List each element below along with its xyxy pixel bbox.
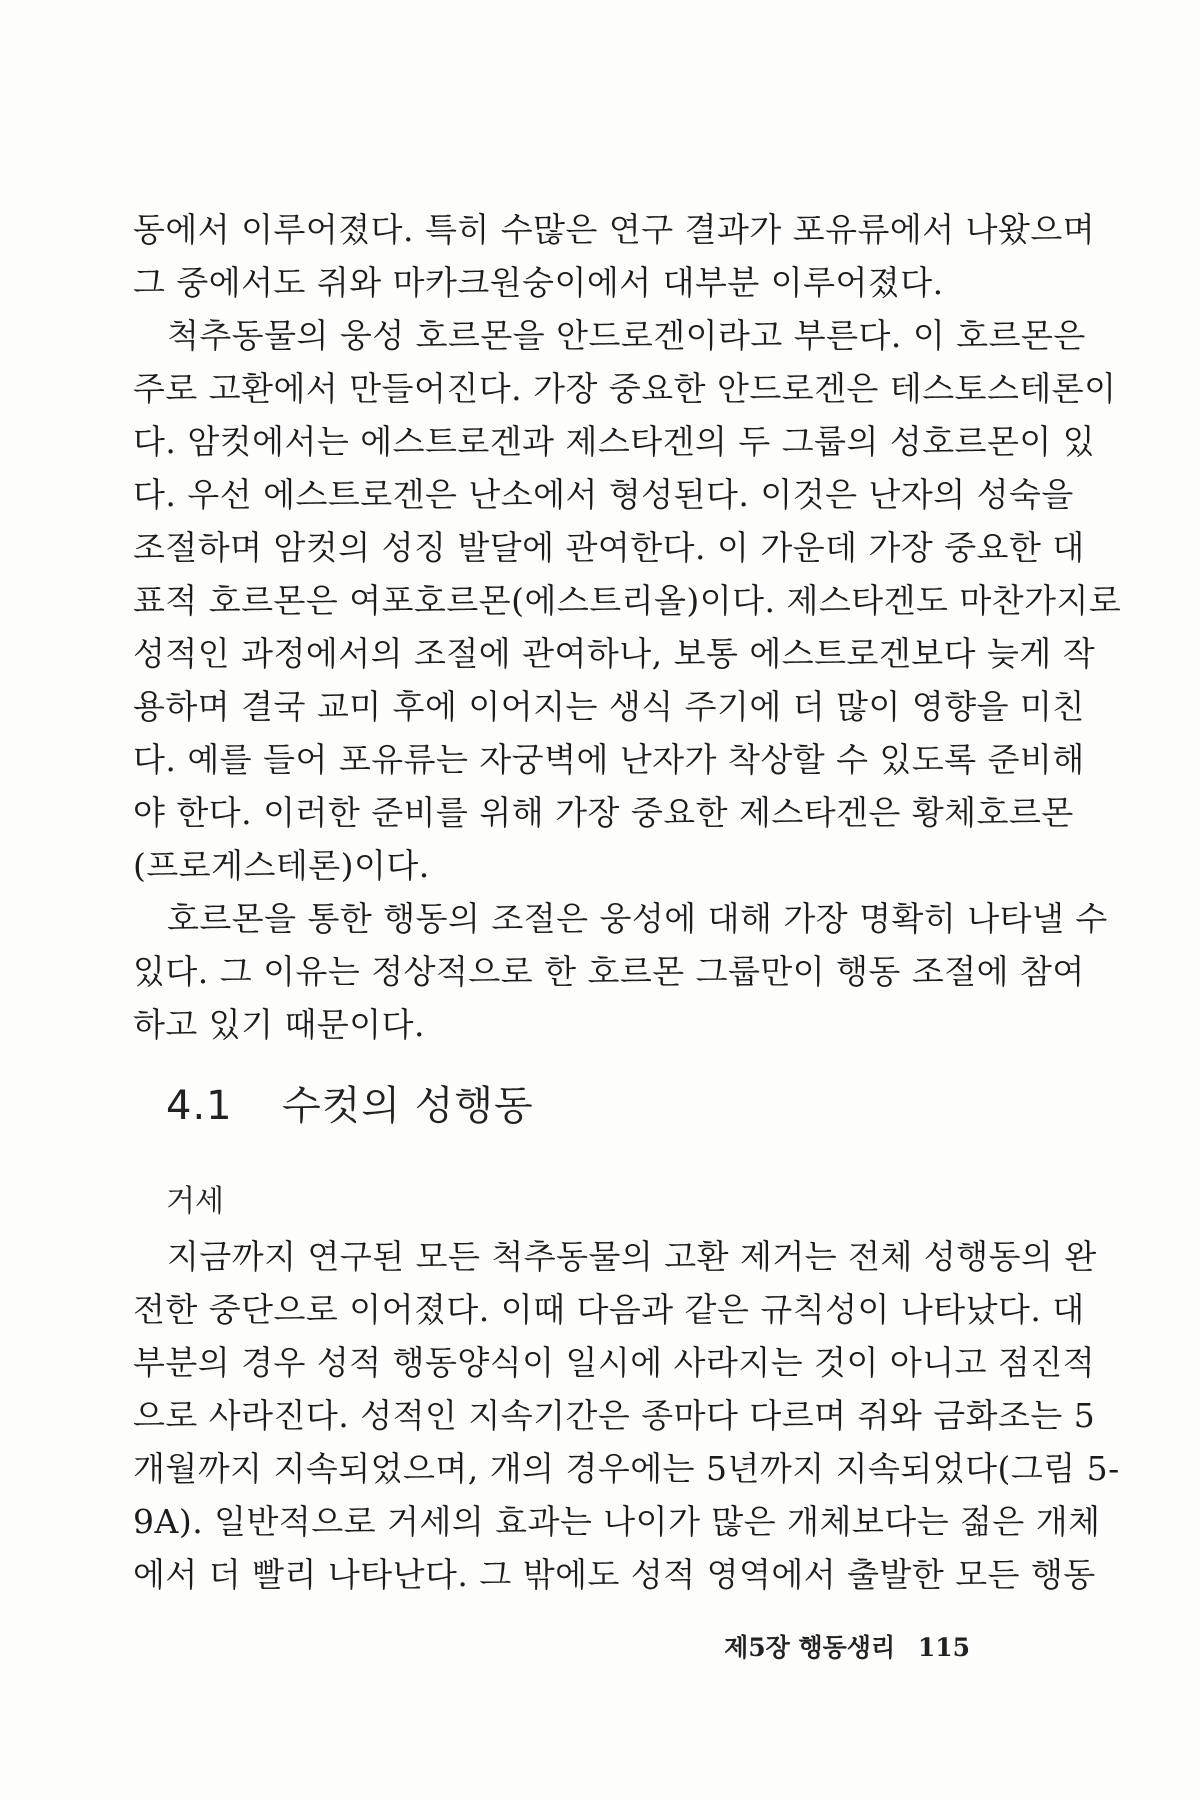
text-line: 전한 중단으로 이어졌다. 이때 다음과 같은 규칙성이 나타났다. 대	[133, 1290, 1085, 1329]
text-line: 부분의 경우 성적 행동양식이 일시에 사라지는 것이 아니고 점진적	[133, 1343, 1096, 1382]
section-number: 4.1	[166, 1083, 233, 1129]
text-line: 동에서 이루어졌다. 특히 수많은 연구 결과가 포유류에서 나왔으며	[133, 210, 1096, 249]
section-heading	[166, 1076, 534, 1136]
text-line: 으로 사라진다. 성적인 지속기간은 종마다 다르며 쥐와 금화조는 5	[133, 1396, 1096, 1435]
text-line: 다. 암컷에서는 에스트로겐과 제스타겐의 두 그룹의 성호르몬이 있	[133, 422, 1096, 461]
text-line: 조절하며 암컷의 성징 발달에 관여한다. 이 가운데 가장 중요한 대	[133, 528, 1085, 567]
text-line: 있다. 그 이유는 정상적으로 한 호르몬 그룹만이 행동 조절에 참여	[133, 952, 1085, 991]
text-line: 호르몬을 통한 행동의 조절은 웅성에 대해 가장 명확히 나타낼 수	[167, 899, 1108, 938]
subheading: 거세	[166, 1184, 224, 1219]
page-footer	[724, 1628, 970, 1668]
text-line: 개월까지 지속되었으며, 개의 경우에는 5년까지 지속되었다(그림 5-	[133, 1449, 1120, 1488]
text-line: 표적 호르몬은 여포호르몬(에스트리올)이다. 제스타겐도 마찬가지로	[133, 581, 1122, 620]
text-line: 지금까지 연구된 모든 척추동물의 고환 제거는 전체 성행동의 완	[167, 1237, 1097, 1276]
section-title: 수컷의 성행동	[282, 1083, 534, 1129]
page-number: 115	[917, 1633, 970, 1662]
text-line: 성적인 과정에서의 조절에 관여하나, 보통 에스트로겐보다 늦게 작	[133, 634, 1096, 673]
text-line: 하고 있기 때문이다.	[133, 1005, 425, 1044]
text-line: 9A). 일반적으로 거세의 효과는 나이가 많은 개체보다는 젊은 개체	[133, 1502, 1101, 1541]
text-line: 용하며 결국 교미 후에 이어지는 생식 주기에 더 많이 영향을 미친	[133, 687, 1085, 726]
text-line: 척추동물의 웅성 호르몬을 안드로겐이라고 부른다. 이 호르몬은	[167, 316, 1086, 355]
text-line: (프로게스테론)이다.	[133, 846, 430, 885]
text-line: 다. 예를 들어 포유류는 자궁벽에 난자가 착상할 수 있도록 준비해	[133, 740, 1085, 779]
text-line: 그 중에서도 쥐와 마카크원숭이에서 대부분 이루어졌다.	[133, 263, 944, 302]
text-line: 에서 더 빨리 나타난다. 그 밖에도 성적 영역에서 출발한 모든 행동	[133, 1555, 1096, 1594]
body-text-block-1	[133, 203, 1122, 1051]
text-line: 야 한다. 이러한 준비를 위해 가장 중요한 제스타겐은 황체호르몬	[133, 793, 1074, 832]
running-footer-chapter: 제5장 행동생리	[724, 1633, 896, 1662]
text-line: 주로 고환에서 만들어진다. 가장 중요한 안드로겐은 테스토스테론이	[133, 369, 1117, 408]
body-text-block-2	[133, 1230, 1120, 1601]
text-line: 다. 우선 에스트로겐은 난소에서 형성된다. 이것은 난자의 성숙을	[133, 475, 1074, 514]
